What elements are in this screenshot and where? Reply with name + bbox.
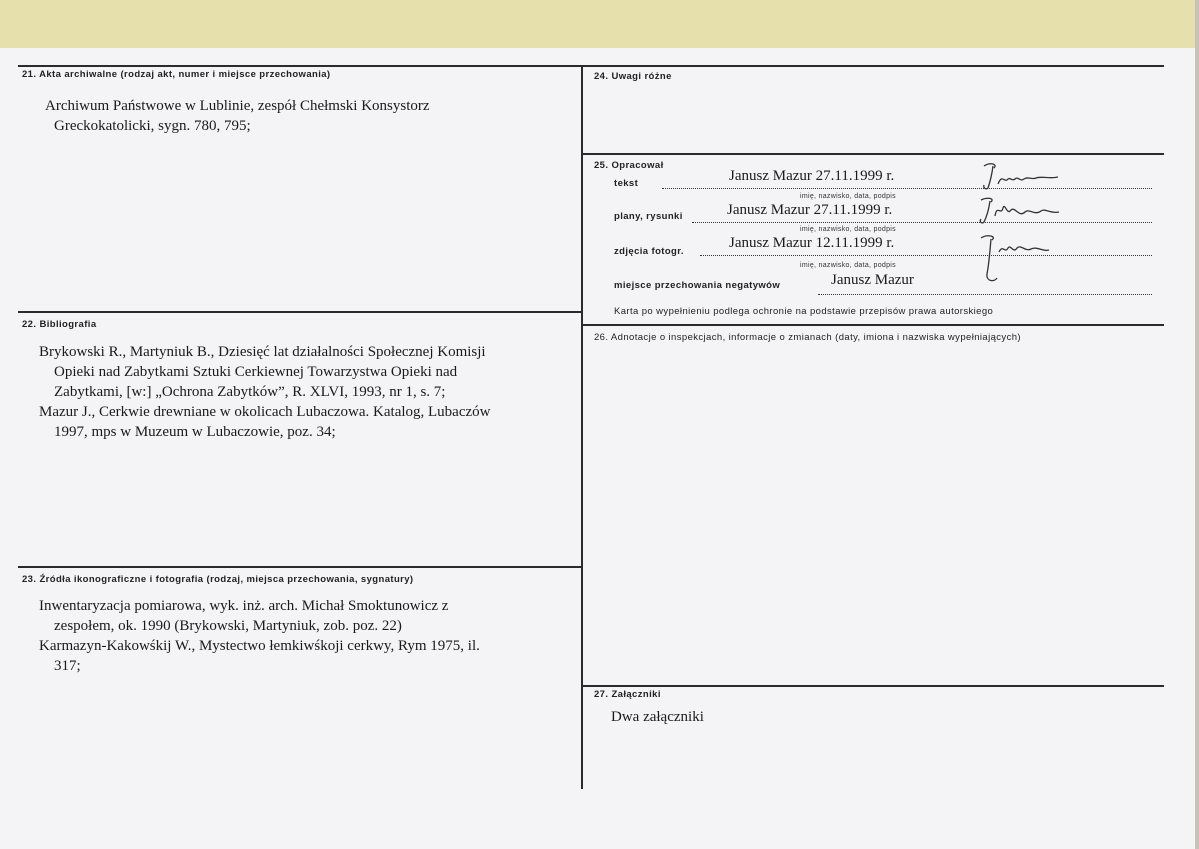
zdjecia-caption: imię, nazwisko, data, podpis [800, 262, 896, 269]
negatywy-value: Janusz Mazur [831, 272, 914, 288]
rule-26-27 [582, 685, 1164, 687]
rule-21-22 [18, 311, 582, 313]
signature-plany [975, 194, 1065, 226]
iconography-entry2-line1: Karmazyn-Kakowśkij W., Mystectwo łemkiwśkoji cerkwy, Rym 1975, il. [39, 638, 480, 654]
card-edge [1195, 0, 1199, 849]
section-26-label: 26. Adnotacje o inspekcjach, informacje o zmianach (daty, imiona i nazwiska wypełniających) [594, 332, 1021, 343]
zdjecia-dotted-line [700, 255, 1152, 256]
rule-22-23 [18, 566, 582, 568]
section-27-label: 27. Załączniki [594, 689, 661, 700]
bibliography-entry1-line3: Zabytkami, [w:] „Ochrona Zabytków”, R. XLVI, 1993, nr 1, s. 7; [54, 384, 446, 400]
signature-zdjecia [975, 230, 1065, 286]
top-paper-band [0, 0, 1199, 48]
tekst-caption: imię, nazwisko, data, podpis [800, 193, 896, 200]
plany-value: Janusz Mazur 27.11.1999 r. [727, 202, 893, 218]
bibliography-entry2-line1: Mazur J., Cerkwie drewniane w okolicach Lubaczowa. Katalog, Lubaczów [39, 404, 491, 420]
iconography-entry2-line2: 317; [54, 658, 81, 674]
section-21-label: 21. Akta archiwalne (rodzaj akt, numer i miejsce przechowania) [22, 69, 331, 80]
bibliography-entry1-line2: Opieki nad Zabytkami Sztuki Cerkiewnej Towarzystwa Opieki nad [54, 364, 458, 380]
negatywy-label: miejsce przechowania negatywów [614, 280, 781, 291]
attachments-value: Dwa załączniki [611, 709, 704, 725]
rule-25-26 [582, 324, 1164, 326]
section-24-label: 24. Uwagi różne [594, 71, 672, 82]
section-25-label: 25. Opracował [594, 160, 664, 171]
section-21-line2: Greckokatolicki, sygn. 780, 795; [54, 118, 251, 134]
rule-24-25 [582, 153, 1164, 155]
section-23-label: 23. Źródła ikonograficzne i fotografia (rodzaj, miejsca przechowania, sygnatury) [22, 574, 414, 585]
top-rule [18, 65, 1164, 67]
section-22-label: 22. Bibliografia [22, 319, 97, 330]
tekst-value: Janusz Mazur 27.11.1999 r. [729, 168, 895, 184]
bibliography-entry1-line1: Brykowski R., Martyniuk B., Dziesięć lat działalności Społecznej Komisji [39, 344, 486, 360]
section-21-line1: Archiwum Państwowe w Lublinie, zespół Chełmski Konsystorz [45, 98, 430, 114]
signature-tekst [980, 160, 1070, 192]
copyright-note: Karta po wypełnieniu podlega ochronie na podstawie przepisów prawa autorskiego [614, 306, 994, 317]
bibliography-entry2-line2: 1997, mps w Muzeum w Lubaczowie, poz. 34; [54, 424, 336, 440]
plany-caption: imię, nazwisko, data, podpis [800, 226, 896, 233]
plany-label: plany, rysunki [614, 211, 683, 222]
zdjecia-label: zdjęcia fotogr. [614, 246, 684, 257]
tekst-label: tekst [614, 178, 639, 189]
tekst-dotted-line [662, 188, 1152, 189]
iconography-entry1-line1: Inwentaryzacja pomiarowa, wyk. inż. arch. Michał Smoktunowicz z [39, 598, 449, 614]
iconography-entry1-line2: zespołem, ok. 1990 (Brykowski, Martyniuk, zob. poz. 22) [54, 618, 402, 634]
plany-dotted-line [692, 222, 1152, 223]
negatywy-dotted-line [818, 294, 1152, 295]
column-divider [581, 65, 583, 789]
zdjecia-value: Janusz Mazur 12.11.1999 r. [729, 235, 895, 251]
